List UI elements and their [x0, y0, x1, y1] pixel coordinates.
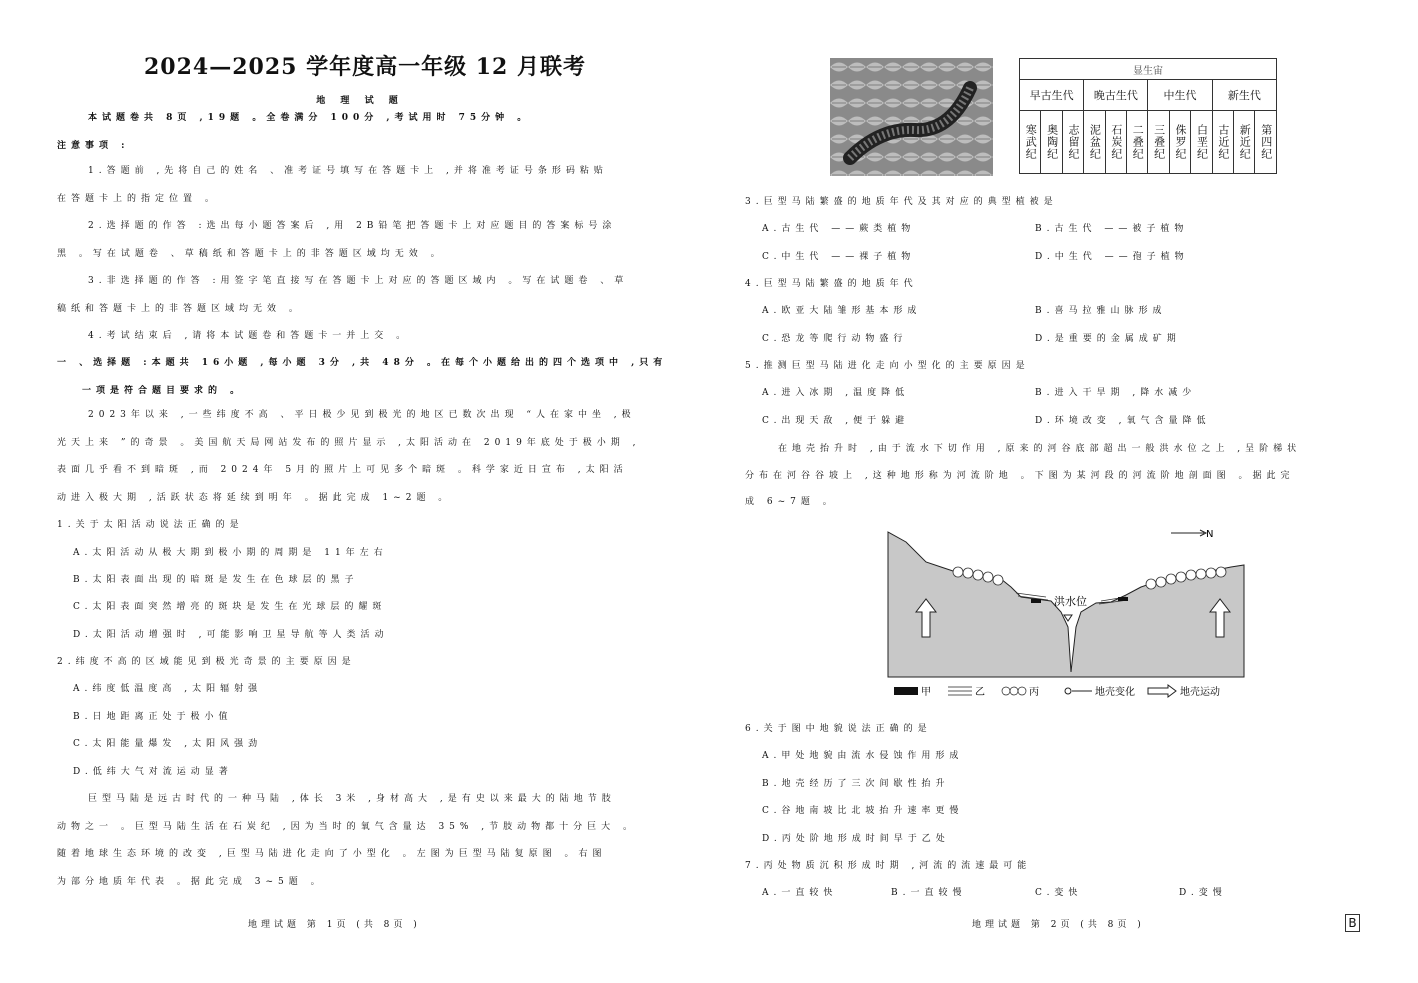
option-a: A.欧亚大陆雏形基本形成 [762, 306, 922, 316]
passage-line: 动进入极大期 ,活跃状态将延续到明年 。据此完成 1~2题 。 [57, 493, 453, 503]
option-b: B.古生代 ——被子植物 [1035, 224, 1189, 234]
option-c: C.谷地南坡比北坡抬升速率更慢 [762, 806, 964, 816]
exam-info-line: 本试题卷共 8页 ,19题 。全卷满分 100分 ,考试用时 75分钟 。 [88, 113, 532, 123]
paper-version-mark: B [1345, 914, 1360, 932]
option-a: A.纬度低温度高 ,太阳辐射强 [73, 684, 263, 694]
legend-yi: 乙 [975, 687, 985, 698]
option-c: C.中生代 ——裸子植物 [762, 252, 916, 262]
option-d: D.低纬大气对流运动显著 [73, 767, 233, 777]
period-cell: 泥盆纪 [1084, 111, 1105, 174]
option-b: B.进入干旱期 ,降水减少 [1035, 388, 1197, 398]
period-cell: 二叠纪 [1127, 111, 1148, 174]
option-a: A.古生代 ——蕨类植物 [762, 224, 916, 234]
passage-line: 2023年以来 ,一些纬度不高 、平日极少见到极光的地区已数次出现 “人在家中坐 ,极 [88, 410, 636, 420]
era-cell: 新生代 [1212, 80, 1276, 111]
option-d: D.是重要的金属成矿期 [1035, 334, 1181, 344]
period-cell: 石炭纪 [1105, 111, 1126, 174]
option-b: B.日地距离正处于极小值 [73, 712, 233, 722]
option-b: B.太阳表面出现的暗斑是发生在色球层的黑子 [73, 575, 359, 585]
notice-line: 4.考试结束后 ,请将本试题卷和答题卡一并上交 。 [88, 331, 411, 341]
option-d: D.太阳活动增强时 ,可能影响卫星导航等人类活动 [73, 630, 389, 640]
passage-line: 随着地球生态环境的改变 ,巨型马陆进化走向了小型化 。左图为巨型马陆复原图 。右图 [57, 849, 607, 859]
passage-line: 分布在河谷谷坡上 ,这种地形称为河流阶地 。下图为某河段的河流阶地剖面图 。据此完 [745, 471, 1295, 481]
period-cell: 侏罗纪 [1169, 111, 1190, 174]
option-b: B.喜马拉雅山脉形成 [1035, 306, 1167, 316]
period-cell: 奥陶纪 [1041, 111, 1062, 174]
option-d: D.中生代 ——孢子植物 [1035, 252, 1189, 262]
option-c: C.太阳表面突然增亮的斑块是发生在光球层的耀斑 [73, 602, 387, 612]
page-footer: 地理试题 第 2页 (共 8页 ) [972, 920, 1145, 930]
period-cell: 三叠纪 [1148, 111, 1169, 174]
question-stem: 6.关于图中地貌说法正确的是 [745, 724, 932, 734]
notice-line: 在答题卡上的指定位置 。 [57, 194, 219, 204]
era-cell: 中生代 [1148, 80, 1212, 111]
passage-line: 表面几乎看不到暗斑 ,而 2024年 5月的照片上可见多个暗斑 。科学家近日宣布 ,太阳活 [57, 465, 628, 475]
legend-bing: 丙 [1029, 687, 1039, 698]
option-c: C.变快 [1035, 888, 1083, 898]
eon-header: 显生宙 [1020, 59, 1277, 80]
passage-line: 成 6~7题 。 [745, 497, 837, 507]
passage-line: 动物之一 。巨型马陆生活在石炭纪 ,因为当时的氧气含量达 35% ,节肢动物都十分巨大 。 [57, 822, 638, 832]
section-heading: 一项是符合题目要求的 。 [82, 386, 245, 396]
option-d: D.环境改变 ,氧气含量降低 [1035, 416, 1211, 426]
option-d: D.丙处阶地形成时间早于乙处 [762, 834, 950, 844]
notice-line: 黑 。写在试题卷 、草稿纸和答题卡上的非答题区域均无效 。 [57, 249, 445, 259]
millipede-photo [830, 58, 993, 176]
period-cell: 白垩纪 [1191, 111, 1212, 174]
legend-swatch-jia [894, 687, 918, 695]
option-a: A.进入冰期 ,温度降低 [762, 388, 910, 398]
passage-line: 在地壳抬升时 ,由于流水下切作用 ,原来的河谷底部超出一般洪水位之上 ,呈阶梯状 [778, 444, 1302, 454]
era-cell: 晚古生代 [1084, 80, 1148, 111]
question-stem: 5.推测巨型马陆进化走向小型化的主要原因是 [745, 361, 1030, 371]
section-heading: 一 、选择题 :本题共 16小题 ,每小题 3分 ,共 48分 。在每个小题给出的四个选项中 ,只有 [57, 358, 668, 368]
question-stem: 3.巨型马陆繁盛的地质年代及其对应的典型植被是 [745, 197, 1058, 207]
option-a: A.甲处地貌由流水侵蚀作用形成 [762, 751, 964, 761]
notice-line: 2.选择题的作答 :选出每小题答案后 ,用 2B铅笔把答题卡上对应题目的答案标号涂 [88, 221, 617, 231]
period-cell: 寒武纪 [1020, 111, 1041, 174]
notice-title: 注意事项 : [57, 141, 130, 151]
notice-line: 1.答题前 ,先将自己的姓名 、准考证号填写在答题卡上 ,并将准考证号条形码粘贴 [88, 166, 608, 176]
notice-line: 稿纸和答题卡上的非答题区域均无效 。 [57, 304, 303, 314]
page-footer: 地理试题 第 1页 (共 8页 ) [248, 920, 421, 930]
exam-subtitle: 地 理 试 题 [316, 96, 404, 106]
question-stem: 7.丙处物质沉积形成时期 ,河流的流速最可能 [745, 861, 1032, 871]
option-b: B.地壳经历了三次间歇性抬升 [762, 779, 950, 789]
period-cell: 古近纪 [1212, 111, 1233, 174]
north-label: N [1206, 529, 1214, 540]
exam-title: 2024—2025 学年度高一年级 12 月联考 [143, 54, 587, 80]
option-c: C.出现天敌 ,便于躲避 [762, 416, 910, 426]
option-a: A.一直较快 [762, 888, 838, 898]
passage-line: 巨型马陆是远古时代的一种马陆 ,体长 3米 ,身材高大 ,是有史以来最大的陆地节肢 [88, 794, 616, 804]
passage-line: 为部分地质年代表 。据此完成 3~5题 。 [57, 877, 325, 887]
period-cell: 志留纪 [1062, 111, 1083, 174]
period-cell: 新近纪 [1234, 111, 1255, 174]
option-d: D.变慢 [1179, 888, 1227, 898]
era-cell: 早古生代 [1020, 80, 1084, 111]
passage-line: 光天上来 ”的奇景 。美国航天局网站发布的照片显示 ,太阳活动在 2019年底处于极小期 , [57, 438, 641, 448]
geologic-time-table [1019, 58, 1277, 174]
legend-crust-movement: 地壳运动 [1180, 687, 1220, 698]
period-cell: 第四纪 [1255, 111, 1277, 174]
legend-swatch-bing [1002, 687, 1026, 695]
legend-crust-change: 地壳变化 [1095, 687, 1135, 698]
flood-level-label: 洪水位 [1054, 595, 1087, 608]
question-stem: 4.巨型马陆繁盛的地质年代 [745, 279, 918, 289]
legend-jia: 甲 [921, 687, 931, 698]
river-terrace-diagram [886, 527, 1258, 707]
option-c: C.太阳能量爆发 ,太阳风强劲 [73, 739, 263, 749]
question-stem: 2.纬度不高的区域能见到极光奇景的主要原因是 [57, 657, 356, 667]
option-b: B.一直较慢 [891, 888, 967, 898]
option-a: A.太阳活动从极大期到极小期的周期是 11年左右 [73, 548, 388, 558]
question-stem: 1.关于太阳活动说法正确的是 [57, 520, 244, 530]
notice-line: 3.非选择题的作答 :用签字笔直接写在答题卡上对应的答题区域内 。写在试题卷 、草 [88, 276, 629, 286]
option-c: C.恐龙等爬行动物盛行 [762, 334, 908, 344]
